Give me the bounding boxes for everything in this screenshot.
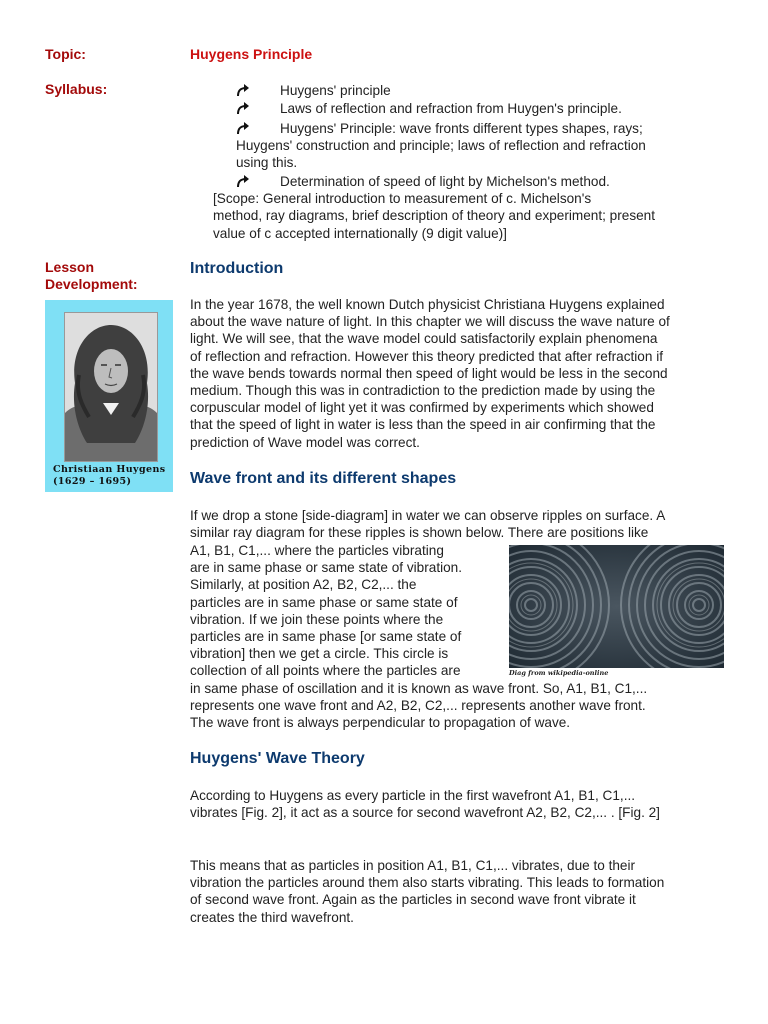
lesson-label: Lesson bbox=[45, 259, 95, 275]
scope-line: [Scope: General introduction to measurement of c. Michelson's bbox=[213, 191, 592, 206]
text-line: In the year 1678, the well known Dutch physicist Christiana Huygens explained bbox=[190, 297, 665, 312]
lesson-label: Development: bbox=[45, 276, 138, 292]
portrait-caption-name: Christiaan Huygens bbox=[53, 464, 166, 475]
text-line: represents one wave front and A2, B2, C2,... represents another wave front. bbox=[190, 698, 646, 714]
text-line: collection of all points where the particles are bbox=[190, 663, 461, 679]
text-line: similar ray diagram for these ripples is shown below. There are positions like bbox=[190, 525, 649, 541]
wavefront-paragraph-bottom bbox=[190, 680, 647, 732]
wavefront-paragraph-narrow bbox=[190, 542, 462, 680]
text-line: If we drop a stone [side-diagram] in water we can observe ripples on surface. A bbox=[190, 508, 666, 523]
syllabus-item bbox=[236, 82, 391, 99]
portrait-card bbox=[45, 300, 173, 492]
syllabus-item-text: Huygens' principle bbox=[280, 83, 391, 98]
text-line: prediction of Wave model was correct. bbox=[190, 434, 420, 450]
topic-label: Topic: bbox=[45, 46, 86, 62]
text-line: vibration] then we get a circle. This circle is bbox=[190, 646, 449, 662]
section-heading-wave-theory: Huygens' Wave Theory bbox=[190, 750, 365, 767]
portrait-caption-years: (1629 – 1695) bbox=[53, 476, 132, 487]
wavefront-paragraph-top bbox=[190, 507, 665, 541]
scope-line: value of c accepted internationally (9 digit value)] bbox=[213, 226, 507, 241]
text-line: about the wave nature of light. In this chapter we will discuss the wave nature of bbox=[190, 314, 670, 330]
text-line: particles are in same phase [or same state of bbox=[190, 629, 462, 645]
text-line: creates the third wavefront. bbox=[190, 909, 354, 925]
intro-paragraph bbox=[190, 296, 670, 451]
text-line: vibration the particles around them also starts vibrating. This leads to formation bbox=[190, 875, 665, 891]
ripple-image bbox=[509, 545, 724, 668]
theory-paragraph-1 bbox=[190, 787, 660, 821]
text-line: of second wave front. Again as the particles in second wave front vibrate it bbox=[190, 892, 636, 908]
text-line: that the speed of light in water is less than the speed in air confirming that the bbox=[190, 417, 656, 433]
syllabus-label: Syllabus: bbox=[45, 81, 108, 97]
text-line: This means that as particles in position A1, B1, C1,... vibrates, due to their bbox=[190, 858, 636, 873]
syllabus-item-continuation: Huygens' construction and principle; laws of reflection and refraction bbox=[236, 138, 646, 153]
text-line: light. We will see, that the wave model could satisfactorily explain phenomena bbox=[190, 331, 658, 347]
section-heading-wavefront: Wave front and its different shapes bbox=[190, 470, 457, 487]
section-heading-introduction: Introduction bbox=[190, 260, 284, 277]
text-line: are in same phase or same state of vibration. bbox=[190, 560, 463, 576]
text-line: corpuscular model of light yet it was confirmed by experiments which showed bbox=[190, 400, 654, 416]
curved-arrow-icon bbox=[236, 101, 250, 115]
scope-line: method, ray diagrams, brief description of theory and experiment; present bbox=[213, 208, 656, 223]
text-line: the wave bends towards normal then speed of light would be less in the second bbox=[190, 365, 668, 381]
portrait-caption bbox=[53, 464, 169, 488]
syllabus-item bbox=[236, 100, 622, 117]
portrait-image bbox=[64, 312, 158, 462]
syllabus-item-text: Huygens' Principle: wave fronts different types shapes, rays; bbox=[280, 121, 643, 136]
curved-arrow-icon bbox=[236, 121, 250, 135]
text-line: vibrates [Fig. 2], it act as a source for second wavefront A2, B2, C2,... . [Fig. 2] bbox=[190, 805, 660, 821]
ripple-image-caption: Diag from wikipedia-online bbox=[509, 669, 609, 677]
syllabus-item-text: Determination of speed of light by Michelson's method. bbox=[280, 174, 610, 189]
text-line: of reflection and refraction. However this theory predicted that after refraction if bbox=[190, 348, 663, 364]
text-line: medium. Though this was in contradiction to the prediction made by using the bbox=[190, 383, 656, 399]
text-line: in same phase of oscillation and it is known as wave front. So, A1, B1, C1,... bbox=[190, 681, 648, 696]
text-line: vibration. If we join these points where the bbox=[190, 611, 444, 627]
syllabus-item-text: Laws of reflection and refraction from Huygen's principle. bbox=[280, 101, 622, 116]
text-line: A1, B1, C1,... where the particles vibrating bbox=[190, 543, 444, 558]
curved-arrow-icon bbox=[236, 83, 250, 97]
syllabus-item-continuation: using this. bbox=[236, 155, 298, 170]
text-line: Similarly, at position A2, B2, C2,... the bbox=[190, 577, 417, 593]
text-line: According to Huygens as every particle in the first wavefront A1, B1, C1,... bbox=[190, 788, 636, 803]
curved-arrow-icon bbox=[236, 174, 250, 188]
topic-value: Huygens Principle bbox=[190, 46, 313, 62]
syllabus-item bbox=[236, 120, 643, 137]
syllabus-item bbox=[236, 173, 610, 190]
text-line: The wave front is always perpendicular to propagation of wave. bbox=[190, 715, 571, 731]
theory-paragraph-2 bbox=[190, 857, 664, 926]
text-line: particles are in same phase or same state of bbox=[190, 594, 458, 610]
